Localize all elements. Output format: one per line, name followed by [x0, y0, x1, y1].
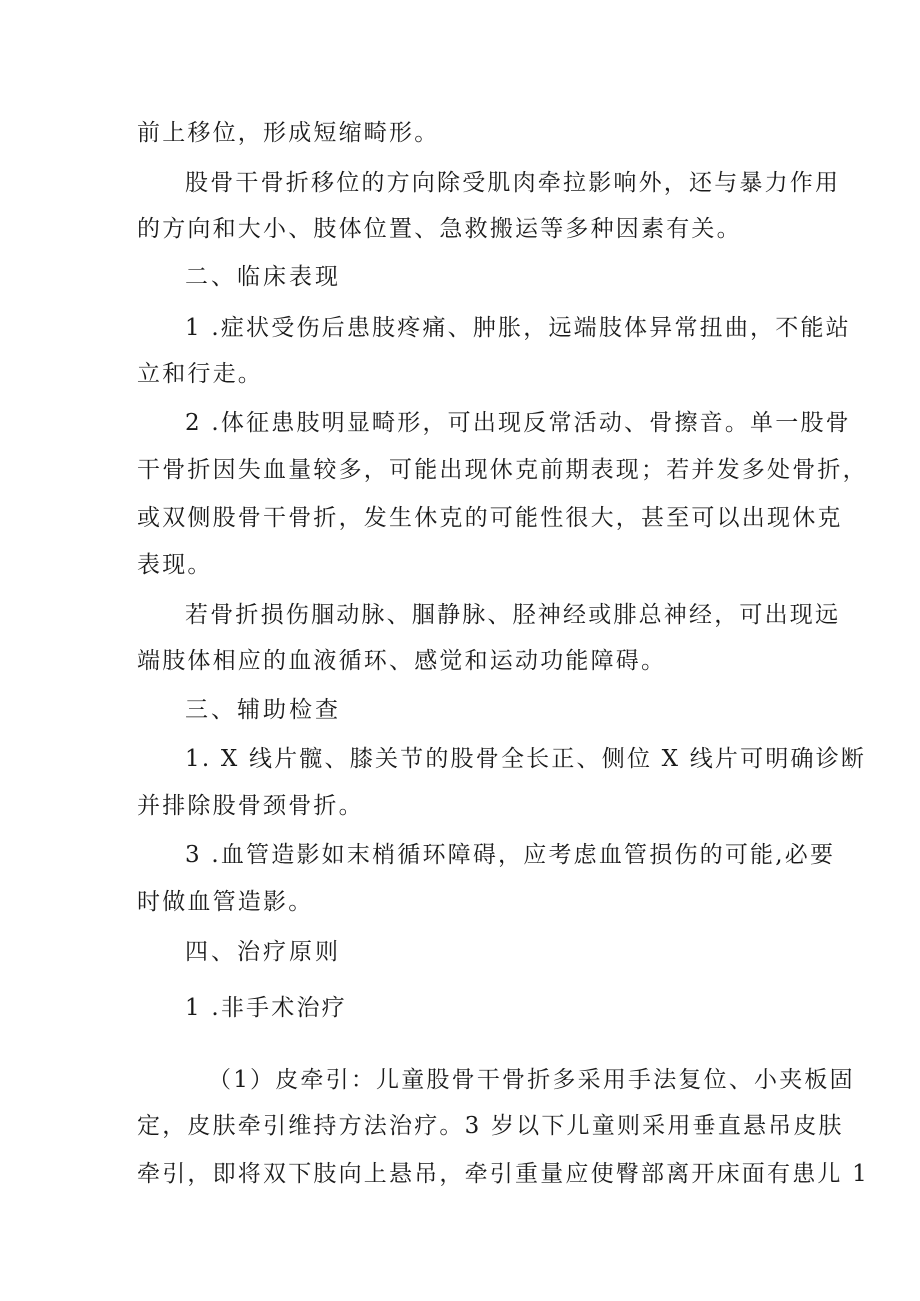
text-line: 定，皮肤牵引维持方法治疗。3 岁以下儿童则采用垂直悬吊皮肤 — [137, 1113, 844, 1139]
text-line: 牵引，即将双下肢向上悬吊，牵引重量应使臀部离开床面有患儿 1 — [137, 1161, 869, 1187]
section-heading: 二、临床表现 — [185, 264, 341, 290]
section-heading: 四、治疗原则 — [185, 939, 341, 965]
text-line: 时做血管造影。 — [137, 889, 314, 915]
text-line: （1）皮牵引：儿童股骨干骨折多采用手法复位、小夹板固 — [208, 1067, 855, 1093]
text-line: 立和行走。 — [137, 361, 263, 387]
text-line: 的方向和大小、肢体位置、急救搬运等多种因素有关。 — [137, 216, 742, 242]
text-line: 1 .症状受伤后患肢疼痛、肿胀，远端肢体异常扭曲，不能站 — [185, 315, 851, 341]
text-line: 并排除股骨颈骨折。 — [137, 793, 364, 819]
subsection-heading: 1 .非手术治疗 — [185, 995, 347, 1021]
text-line: 1. X 线片髋、膝关节的股骨全长正、侧位 X 线片可明确诊断 — [185, 746, 867, 772]
text-line: 3 .血管造影如末梢循环障碍，应考虑血管损伤的可能,必要 — [185, 842, 836, 868]
text-line: 股骨干骨折移位的方向除受肌肉牵拉影响外，还与暴力作用 — [185, 170, 841, 196]
text-line: 若骨折损伤腘动脉、腘静脉、胫神经或腓总神经，可出现远 — [185, 602, 841, 628]
section-heading: 三、辅助检查 — [185, 697, 341, 723]
text-line: 端肢体相应的血液循环、感觉和运动功能障碍。 — [137, 648, 667, 674]
text-line: 干骨折因失血量较多，可能出现休克前期表现；若并发多处骨折， — [137, 457, 868, 483]
text-line: 或双侧股骨干骨折，发生休克的可能性很大，甚至可以出现休克 — [137, 505, 843, 531]
text-line: 前上移位，形成短缩畸形。 — [137, 120, 440, 146]
text-line: 2 .体征患肢明显畸形，可出现反常活动、骨擦音。单一股骨 — [185, 410, 851, 436]
text-line: 表现。 — [137, 552, 213, 578]
